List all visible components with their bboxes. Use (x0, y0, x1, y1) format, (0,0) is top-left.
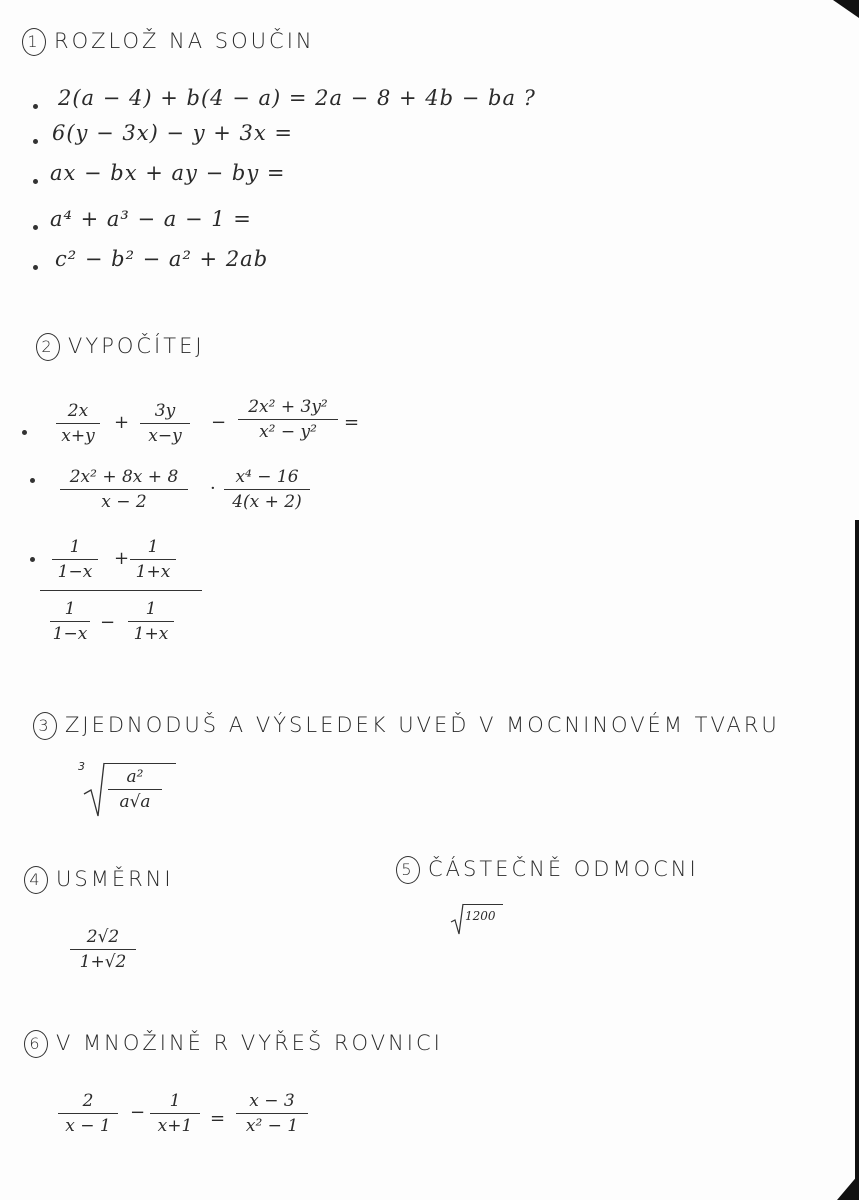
operator: · (210, 478, 216, 499)
bullet (33, 139, 38, 144)
bullet (33, 104, 38, 109)
section-2-heading (36, 333, 205, 361)
s1-item-1: 2(a − 4) + b(4 − a) = 2a − 8 + 4b − ba ? (58, 86, 536, 110)
operator: + (114, 548, 130, 569)
s1-item-4: a⁴ + a³ − a − 1 = (50, 207, 252, 231)
s1-item-3: ax − bx + ay − by = (50, 161, 286, 185)
scan-corner-shadow-bottom (837, 1174, 859, 1200)
section-title: VYPOČÍTEJ (68, 334, 205, 358)
section-number: 5 (396, 856, 420, 884)
section-title: V MNOŽINĚ R VYŘEŠ ROVNICI (56, 1031, 443, 1055)
bullet (33, 225, 38, 230)
fraction: x⁴ − 16 4(x + 2) (224, 466, 310, 513)
section-title: ZJEDNODUŠ A VÝSLEDEK UVEĎ V MOCNINOVÉM TVARU (65, 713, 780, 737)
main-fraction-bar (40, 590, 202, 591)
fraction: 1 1+x (130, 536, 176, 583)
radical-vinculum (463, 904, 503, 905)
section-title: USMĚRNI (56, 867, 174, 891)
bullet (33, 265, 38, 270)
bullet (22, 430, 27, 435)
section-number: 6 (24, 1030, 48, 1058)
scan-edge-shadow (855, 520, 859, 1200)
s1-item-5: c² − b² − a² + 2ab (55, 247, 269, 271)
root-index: 3 (78, 760, 85, 773)
section-4-heading (24, 866, 174, 894)
fraction: 2x x+y (56, 400, 100, 447)
s1-item-2: 6(y − 3x) − y + 3x = (52, 121, 293, 145)
fraction: x − 3 x² − 1 (236, 1090, 308, 1137)
section-title: ROZLOŽ NA SOUČIN (54, 29, 315, 53)
section-number: 3 (33, 712, 57, 740)
fraction: a² a√a (108, 766, 162, 813)
section-number: 4 (24, 866, 48, 894)
fraction: 2 x − 1 (58, 1090, 118, 1137)
operator: − (211, 412, 227, 433)
operator: = (210, 1108, 226, 1129)
bullet (33, 179, 38, 184)
fraction: 3y x−y (140, 400, 190, 447)
fraction: 2√2 1+√2 (70, 926, 136, 973)
section-1-heading (22, 28, 315, 56)
section-3-heading (33, 712, 780, 740)
section-number: 2 (36, 333, 60, 361)
section-5-heading (396, 856, 699, 884)
section-number: 1 (22, 28, 46, 56)
fraction: 1 1−x (50, 598, 90, 645)
radicand: 1200 (465, 909, 496, 923)
radical-vinculum (104, 763, 176, 764)
fraction: 2x² + 8x + 8 x − 2 (60, 466, 188, 513)
radical-sign (82, 760, 106, 820)
bullet (30, 478, 35, 483)
operator: + (114, 412, 130, 433)
fraction: 1 x+1 (150, 1090, 200, 1137)
cube-root-expression (78, 760, 188, 820)
section-6-heading (24, 1030, 443, 1058)
bullet (30, 557, 35, 562)
scan-corner-shadow (833, 0, 859, 18)
fraction: 2x² + 3y² x² − y² (238, 396, 338, 443)
operator: − (100, 612, 116, 633)
operator: − (130, 1102, 146, 1123)
square-root-expression (450, 902, 510, 936)
section-title: ČÁSTEČNĚ ODMOCNI (428, 857, 699, 881)
operator: = (344, 412, 360, 433)
fraction: 1 1−x (52, 536, 98, 583)
radical-sign (450, 902, 464, 936)
fraction: 1 1+x (128, 598, 174, 645)
